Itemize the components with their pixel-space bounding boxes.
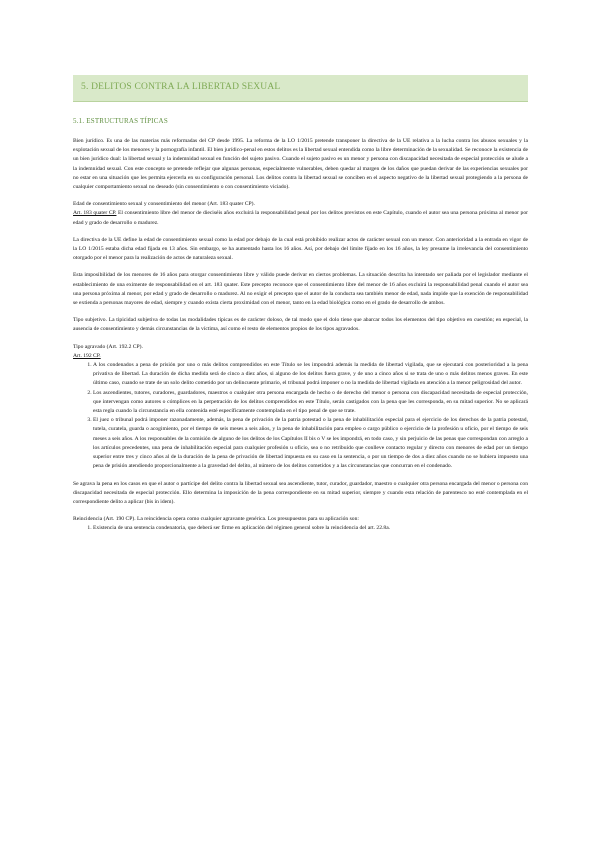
art183-label: Art. 183 quater CP. [73, 210, 117, 217]
art192-list [73, 361, 528, 471]
reincidencia-list [73, 524, 528, 533]
art183-paragraph [73, 209, 528, 227]
section-heading: 5.1. ESTRUCTURAS TÍPICAS [73, 117, 168, 125]
paragraph-se-agrava: Se agrava la pena en los casos en que el autor o partícipe del delito contra la libertad sexual sea ascendiente, tutor, curador, guardador, maestro o cualquier otra persona encargada del menor o persona con discapacidad necesitada de especial protección. Ello determina la imposición de la pena correspondiente en su mitad superior, siempre y cuando esta relación de parentesco no esté contemplada en el correspondiente delito a aplicar (bis in idem). [73, 480, 528, 505]
edad-heading: Edad de consentimiento sexual y consentimiento del menor (Art. 183 quater CP). [73, 201, 255, 208]
paragraph-bien-juridico: Bien jurídico. Es una de las materias más reformadas del CP desde 1995. La reforma de la LO 1/2015 pretende transponer la directiva de la UE relativa a la lucha contra los abusos sexuales y la explotación sexual de los menores y la pornografía infantil. El bien jurídico-penal en estos delitos es la libertad sexual entendida como la libre determinación de la sexualidad. Se reconoce la existencia de un bien jurídico dual: la libertad sexual y la indemnidad sexual en función del sujeto pasivo. Cuando el sujeto pasivo es un menor y persona con discapacidad necesitada de especial protección se alude a la indemnidad sexual. Con este concepto se pretende reflejar que algunas personas, especialmente vulnerables, deben quedar al margen de los daños que puedan derivar de las experiencias sexuales por no estar en una situación que les permita ejercerla en su configuración personal. Los delitos contra la libertad sexual se conciben en el aspecto negativo de la libertad sexual protegiendo a la persona de cualquier comportamiento sexual no deseado (sin consentimiento o con consentimiento viciado). [73, 138, 528, 191]
art183-text: El consentimiento libre del menor de dieciséis años excluirá la responsabilidad penal por los delitos previstos en este Capítulo, cuando el autor sea una persona próxima al menor por edad y grado de desarrollo o madurez. [73, 210, 528, 226]
list-item: 1. Existencia de una sentencia condenatoria, que deberá ser firme en aplicación del régimen general sobre la reincidencia del art. 22.8a. [93, 524, 528, 533]
art192-label: Art. 192 CP. [73, 352, 101, 359]
document-body [73, 137, 528, 542]
list-item: 3. El juez o tribunal podrá imponer razonadamente, además, la pena de privación de la patria potestad o la pena de inhabilitación especial para el ejercicio de los derechos de la patria potestad, tutela, curatela, guarda o acogimiento, por el tiempo de seis meses a seis años, y la pena de inhabilitación para empleo o cargo público o ejercicio de la profesión u oficio, por el tiempo de seis meses a seis años. A los responsables de la comisión de alguno de los delitos de los Capítulos II bis o V se les impondrá, en todo caso, y sin perjuicio de las penas que correspondan con arreglo a los artículos precedentes, una pena de inhabilitación especial para cualquier profesión u oficio, sea o no retribuido que conlleve contacto regular y directo con menores de edad por un tiempo superior entre tres y cinco años al de la duración de la pena de privación de libertad impuesta en su caso en la sentencia, o por un tiempo de dos a diez años cuando no se hubiera impuesto una pena de prisión atendiendo proporcionalmente a la gravedad del delito, al número de los delitos cometidos y a las circunstancias que concurran en el condenado. [93, 416, 528, 471]
reincidencia-label: Reincidencia (Art. 190 CP). [73, 516, 136, 523]
reincidencia-paragraph [73, 515, 528, 524]
chapter-title-banner [73, 75, 528, 102]
chapter-title: 5. DELITOS CONTRA LA LIBERTAD SEXUAL [81, 82, 281, 92]
tipo-agravado-heading: Tipo agravado (Art. 192.2 CP). [73, 343, 143, 350]
list-item: 1. A los condenados a pena de prisión por uno o más delitos comprendidos en este Título se les impondrá además la medida de libertad vigilada, que se ejecutará con posterioridad a la pena privativa de libertad. La duración de dicha medida será de cinco a diez años, si alguno de los delitos fuera grave, y de uno a cinco años si se trata de uno o más delitos menos graves. En este último caso, cuando se trate de un solo delito cometido por un delincuente primario, el tribunal podrá imponer o no la medida de libertad vigilada en atención a la menor peligrosidad del autor. [93, 361, 528, 389]
paragraph-imposibilidad: Esta imposibilidad de los menores de 16 años para otorgar consentimiento libre y válido puede derivar en ciertos problemas. La situación descrita ha intentado ser paliada por el legislador mediante el establecimiento de una eximente de responsabilidad en el art. 183 quater. Este precepto reconoce que el consentimiento libre del menor de 16 años excluirá la responsabilidad penal cuando el autor sea una persona próxima al menor, por edad y grado de desarrollo o madurez. Al no exigir el precepto que el autor de la conducta sea también menor de edad, nada impide que la exención de responsabilidad se extienda a personas mayores de edad, siempre y cuando exista cierta proximidad con el menor, tanto en la edad biológica como en el grado de desarrollo de ambos. [73, 272, 528, 307]
paragraph-tipo-subjetivo: Tipo subjetivo. La tipicidad subjetiva de todas las modalidades típicas es de carácter doloso, de tal modo que el dolo tiene que abarcar todos los elementos del tipo objetivo en cuestión; en especial, la ausencia de consentimiento y demás circunstancias de la víctima, así como el resto de elementos propios de los tipos agravados. [73, 317, 528, 333]
reincidencia-text: La reincidencia opera como cualquier agravante genérica. Los presupuestos para su aplicación son: [135, 516, 359, 523]
paragraph-directiva: La directiva de la UE define la edad de consentimiento sexual como la edad por debajo de la cual está prohibido realizar actos de carácter sexual con un menor. Con anterioridad a la entrada en vigor de la LO 1/2015 estaba dicha edad fijada en 13 años. Sin embargo, se ha aumentado hasta los 16 años. Así, por debajo del límite fijado en los 16 años, la ley presume la irrelevancia del consentimiento otorgado por el menor para la realización de actos de naturaleza sexual. [73, 236, 528, 262]
list-item: 2. Los ascendientes, tutores, curadores, guardadores, maestros o cualquier otra persona encargada de hecho o de derecho del menor o persona con discapacidad necesitada de especial protección, que intervengan como autores o cómplices en la perpetración de los delitos comprendidos en este Título, serán castigados con la pena que les corresponda, en su mitad superior. No se aplicará esta regla cuando la circunstancia en ella contenida esté específicamente contemplada en el tipo penal de que se trate. [93, 389, 528, 417]
